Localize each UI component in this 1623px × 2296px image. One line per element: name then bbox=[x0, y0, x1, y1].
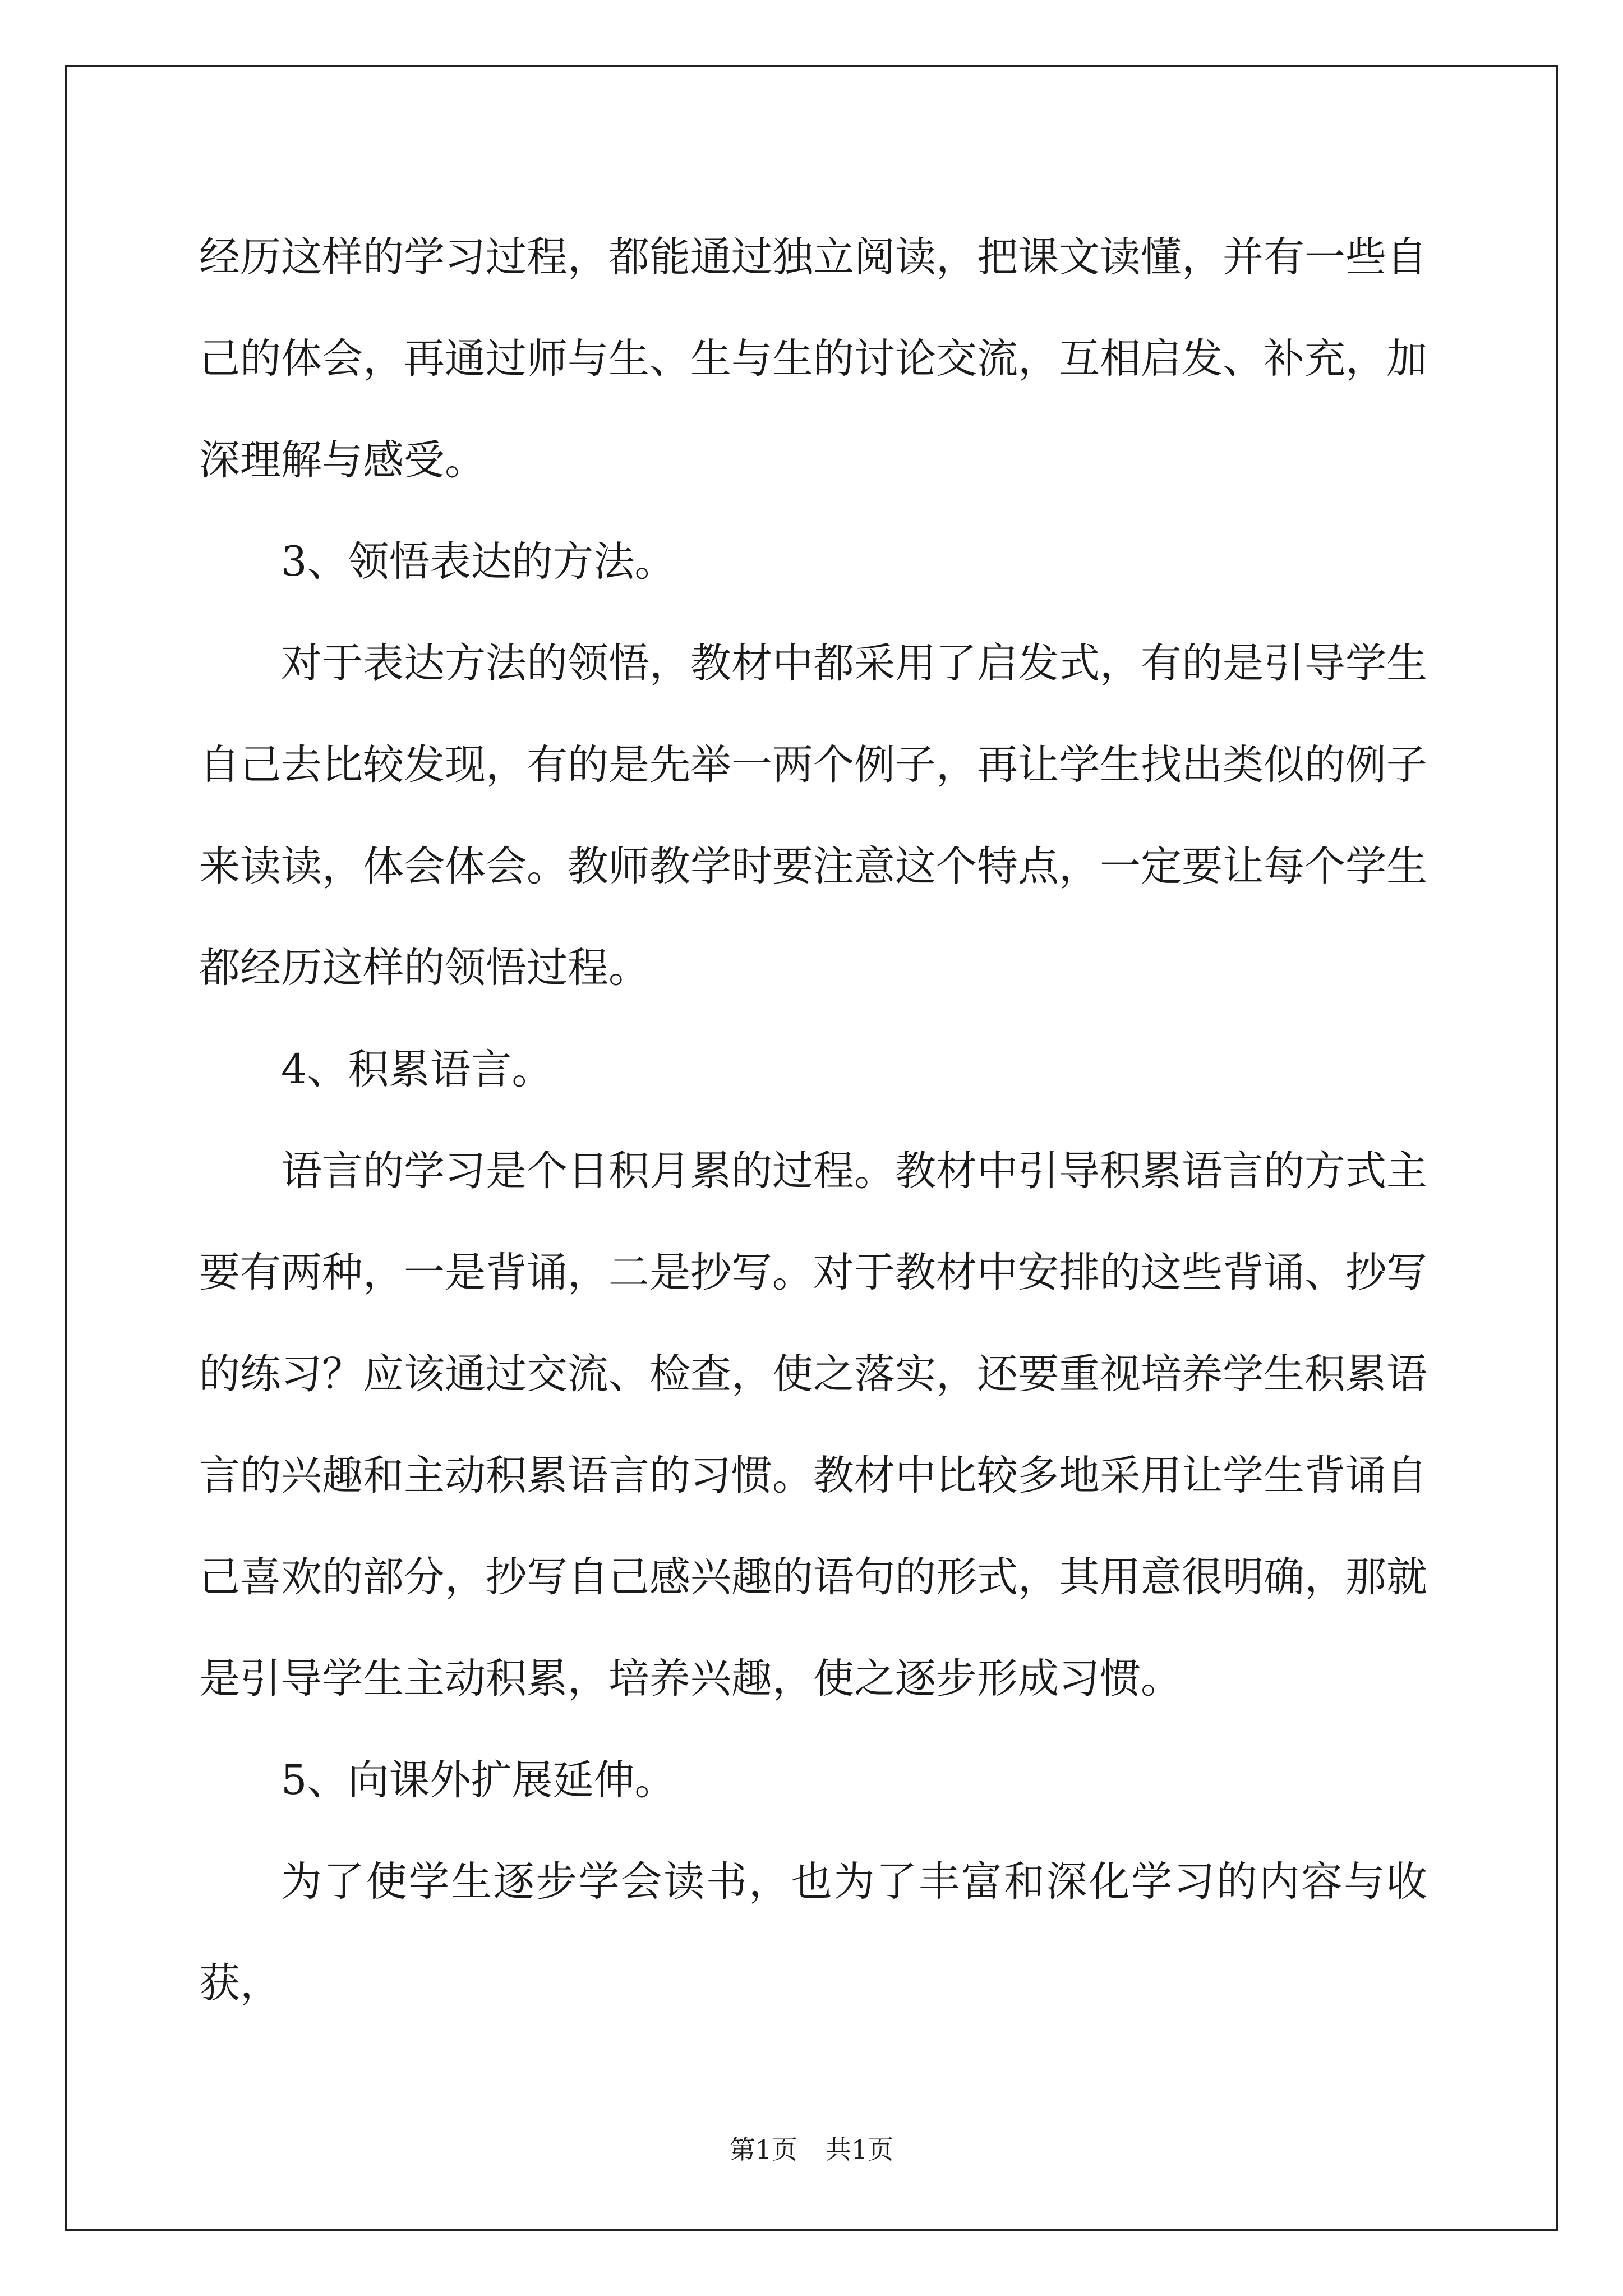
paragraph-1: 经历这样的学习过程，都能通过独立阅读，把课文读懂，并有一些自己的体会，再通过师与生、生与生的讨论交流，互相启发、补充，加深理解与感受。 bbox=[199, 233, 1427, 484]
page-number-total: 共1页 bbox=[826, 2134, 894, 2165]
page-footer bbox=[0, 2129, 1623, 2166]
paragraph-4: 语言的学习是个日积月累的过程。教材中引导积累语言的方式主要有两种，一是背诵，二是抄写。对于教材中安排的这些背诵、抄写的练习？应该通过交流、检查，使之落实，还要重视培养学生积累语言的兴趣和主动积累语言的习惯。教材中比较多地采用让学生背诵自己喜欢的部分，抄写自己感兴趣的语句的形式，其用意很明确，那就是引导学生主动积累，培养兴趣，使之逐步形成习惯。 bbox=[199, 1147, 1427, 1703]
heading-5: 5、向课外扩展延伸。 bbox=[281, 1756, 676, 1804]
heading-4: 4、积累语言。 bbox=[281, 1046, 553, 1093]
page-number-current: 第1页 bbox=[729, 2134, 797, 2165]
paragraph-3: 对于表达方法的领悟，教材中都采用了启发式，有的是引导学生自己去比较发现，有的是先举一两个例子，再让学生找出类似的例子来读读，体会体会。教师教学时要注意这个特点，一定要让每个学生都经历这样的领悟过程。 bbox=[199, 639, 1427, 992]
paragraph-5: 为了使学生逐步学会读书，也为了丰富和深化学习的内容与收获， bbox=[199, 1858, 1427, 2007]
heading-3: 3、领悟表达的方法。 bbox=[281, 538, 676, 586]
document-body bbox=[199, 206, 1427, 2034]
